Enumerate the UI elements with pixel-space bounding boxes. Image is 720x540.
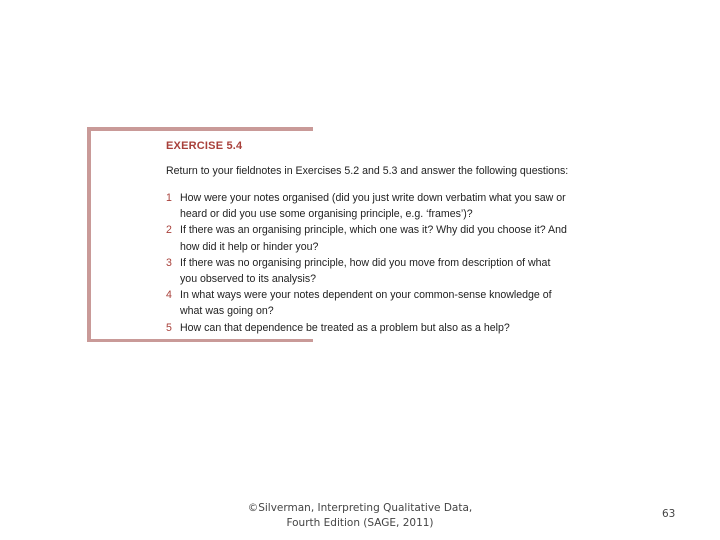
question-text: If there was no organising principle, how did you move from description of what you observed to its analysis? <box>180 256 551 286</box>
question-item <box>166 222 570 254</box>
question-number: 2 <box>166 224 172 237</box>
question-item <box>166 255 570 287</box>
footer-line-2: Fourth Edition (SAGE, 2011) <box>286 517 434 529</box>
exercise-frame-top <box>87 127 313 131</box>
exercise-frame-bottom <box>87 339 313 342</box>
question-list <box>166 190 570 336</box>
question-item <box>166 287 570 319</box>
footer-line-1: ©Silverman, Interpreting Qualitative Data, <box>247 502 473 514</box>
question-number: 4 <box>166 289 172 302</box>
question-item <box>166 190 570 222</box>
exercise-intro: Return to your fieldnotes in Exercises 5.2 and 5.3 and answer the following questions: <box>166 165 569 177</box>
question-number: 3 <box>166 256 172 269</box>
question-item <box>166 320 570 336</box>
exercise-title: EXERCISE 5.4 <box>166 140 243 152</box>
exercise-frame-left <box>87 127 91 342</box>
footer-citation <box>240 501 480 531</box>
question-number: 5 <box>166 321 172 334</box>
question-text: If there was an organising principle, which one was it? Why did you choose it? And how did it help or hinder you? <box>180 224 567 253</box>
question-text: How were your notes organised (did you just write down verbatim what you saw or heard or did you use some organising principle, e.g. ‘frames’)? <box>180 192 566 221</box>
question-number: 1 <box>166 192 172 204</box>
question-text: In what ways were your notes dependent on your common-sense knowledge of what was going on? <box>180 289 552 318</box>
page-number: 63 <box>662 508 676 520</box>
question-text: How can that dependence be treated as a problem but also as a help? <box>180 321 510 334</box>
